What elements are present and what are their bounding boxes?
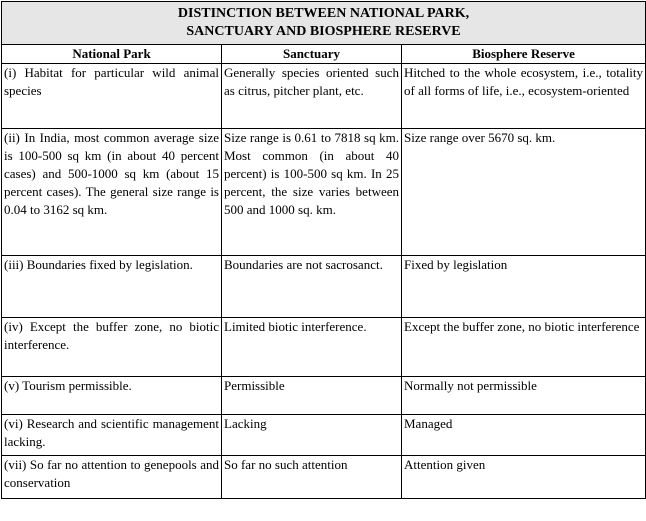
sanctuary-cell: Lacking [222,415,402,456]
column-header-national-park: National Park [2,45,222,64]
sanctuary-cell: Boundaries are not sacrosanct. [222,256,402,318]
table-title-line-1: DISTINCTION BETWEEN NATIONAL PARK, [177,6,470,21]
national-park-cell: (v) Tourism permissible. [2,377,222,415]
table-row [2,456,646,499]
sanctuary-cell: So far no such attention [222,456,402,499]
comparison-table [1,1,646,499]
national-park-cell: (ii) In India, most common average size is 100-500 sq km (in about 40 percent cases) and 500-1000 sq km (about 15 percent cases). The general size range is 0.04 to 3162 sq km. [2,129,222,256]
biosphere-reserve-cell: Attention given [402,456,646,499]
sanctuary-cell: Generally species oriented such as citrus, pitcher plant, etc. [222,64,402,129]
national-park-cell: (iii) Boundaries fixed by legislation. [2,256,222,318]
table-row [2,377,646,415]
column-header-row [2,45,646,64]
biosphere-reserve-cell: Hitched to the whole ecosystem, i.e., totality of all forms of life, i.e., ecosystem-oriented [402,64,646,129]
national-park-cell: (vii) So far no attention to genepools and conservation [2,456,222,499]
table-row [2,129,646,256]
table-row [2,256,646,318]
table-title-line-2: SANCTUARY AND BIOSPHERE RESERVE [186,24,461,39]
biosphere-reserve-cell: Except the buffer zone, no biotic interference [402,318,646,377]
biosphere-reserve-cell: Normally not permissible [402,377,646,415]
national-park-cell: (vi) Research and scientific management lacking. [2,415,222,456]
table-row [2,415,646,456]
national-park-cell: (i) Habitat for particular wild animal species [2,64,222,129]
title-row [2,2,646,45]
table-row [2,318,646,377]
biosphere-reserve-cell: Fixed by legislation [402,256,646,318]
sanctuary-cell: Permissible [222,377,402,415]
comparison-table-container [1,1,645,519]
sanctuary-cell: Size range is 0.61 to 7818 sq km. Most common (in about 40 percent) is 100-500 sq km. In 25 percent, the size varies between 500 and 1000 sq. km. [222,129,402,256]
sanctuary-cell: Limited biotic interference. [222,318,402,377]
biosphere-reserve-cell: Managed [402,415,646,456]
column-header-sanctuary: Sanctuary [222,45,402,64]
national-park-cell: (iv) Except the buffer zone, no biotic interference. [2,318,222,377]
biosphere-reserve-cell: Size range over 5670 sq. km. [402,129,646,256]
table-row [2,64,646,129]
column-header-biosphere-reserve: Biosphere Reserve [402,45,646,64]
table-title [2,2,646,45]
